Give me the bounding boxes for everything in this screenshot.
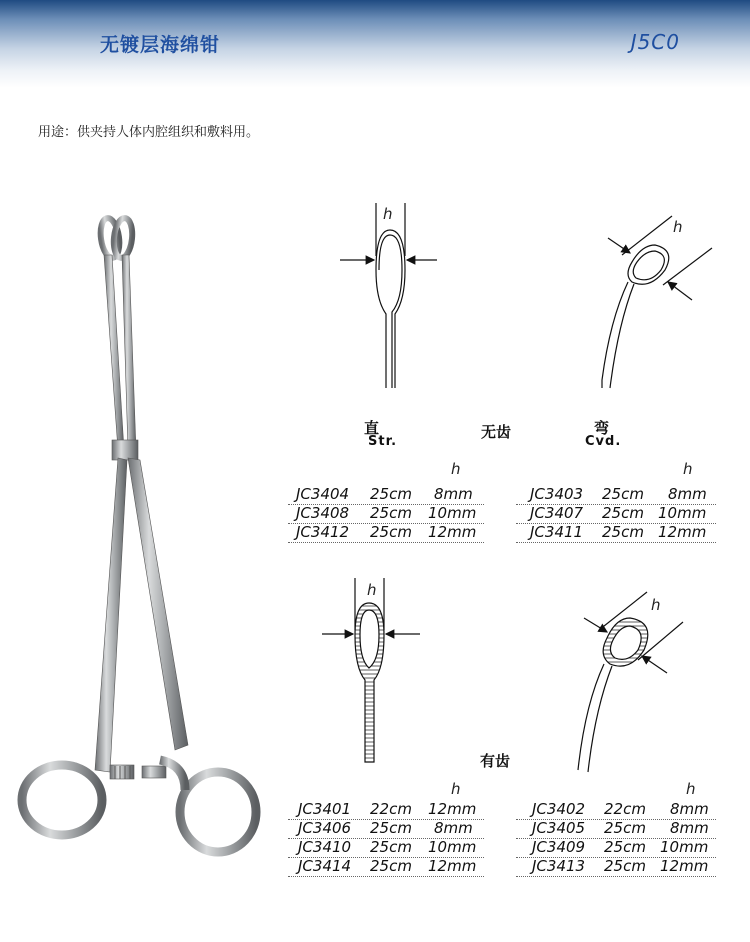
forceps-photo [22, 217, 256, 852]
diagram-curved-teeth [578, 592, 683, 772]
table-row: JC3406 25cm 8mm [288, 820, 484, 839]
table-row: JC3414 25cm 12mm [288, 858, 484, 877]
catalog-code: J5C0 [630, 30, 680, 54]
h-col-header-2: h [683, 460, 693, 478]
table-row: JC3408 25cm 10mm [288, 505, 484, 524]
h-label-curved-teeth: h [651, 596, 661, 614]
label-straight-en: Str. [368, 434, 398, 449]
table-row: JC3410 25cm 10mm [288, 839, 484, 858]
diagram-straight-no-teeth [340, 203, 437, 388]
label-with-teeth: 有齿 [480, 752, 511, 770]
h-label-straight: h [383, 205, 393, 223]
diagram-straight-teeth [322, 578, 420, 762]
table-row: JC3405 25cm 8mm [516, 820, 716, 839]
table-row: JC3413 25cm 12mm [516, 858, 716, 877]
table-row: JC3401 22cm 12mm [288, 801, 484, 820]
table-row: JC3402 22cm 8mm [516, 801, 716, 820]
table-row: JC3409 25cm 10mm [516, 839, 716, 858]
h-label-curved: h [673, 218, 683, 236]
table-row: JC3407 25cm 10mm [516, 505, 716, 524]
h-col-header-4: h [686, 780, 696, 798]
label-straight-zh: 直 [364, 419, 380, 437]
table-teeth-straight [288, 801, 484, 877]
usage-text: 用途：供夹持人体内腔组织和敷料用。 [38, 125, 260, 140]
table-teeth-curved [516, 801, 716, 877]
h-label-straight-teeth: h [367, 581, 377, 599]
label-no-teeth: 无齿 [481, 423, 512, 441]
product-title: 无镀层海绵钳 [100, 34, 221, 56]
label-curved-en: Cvd. [585, 434, 622, 449]
table-no-teeth-straight [288, 486, 484, 543]
table-no-teeth-curved [516, 486, 716, 543]
label-curved-zh: 弯 [594, 419, 610, 437]
h-col-header-3: h [451, 780, 461, 798]
diagram-curved-no-teeth [602, 216, 712, 388]
h-col-header-1: h [451, 460, 461, 478]
table-row: JC3403 25cm 8mm [516, 486, 716, 505]
table-row: JC3411 25cm 12mm [516, 524, 716, 543]
table-row: JC3412 25cm 12mm [288, 524, 484, 543]
table-row: JC3404 25cm 8mm [288, 486, 484, 505]
